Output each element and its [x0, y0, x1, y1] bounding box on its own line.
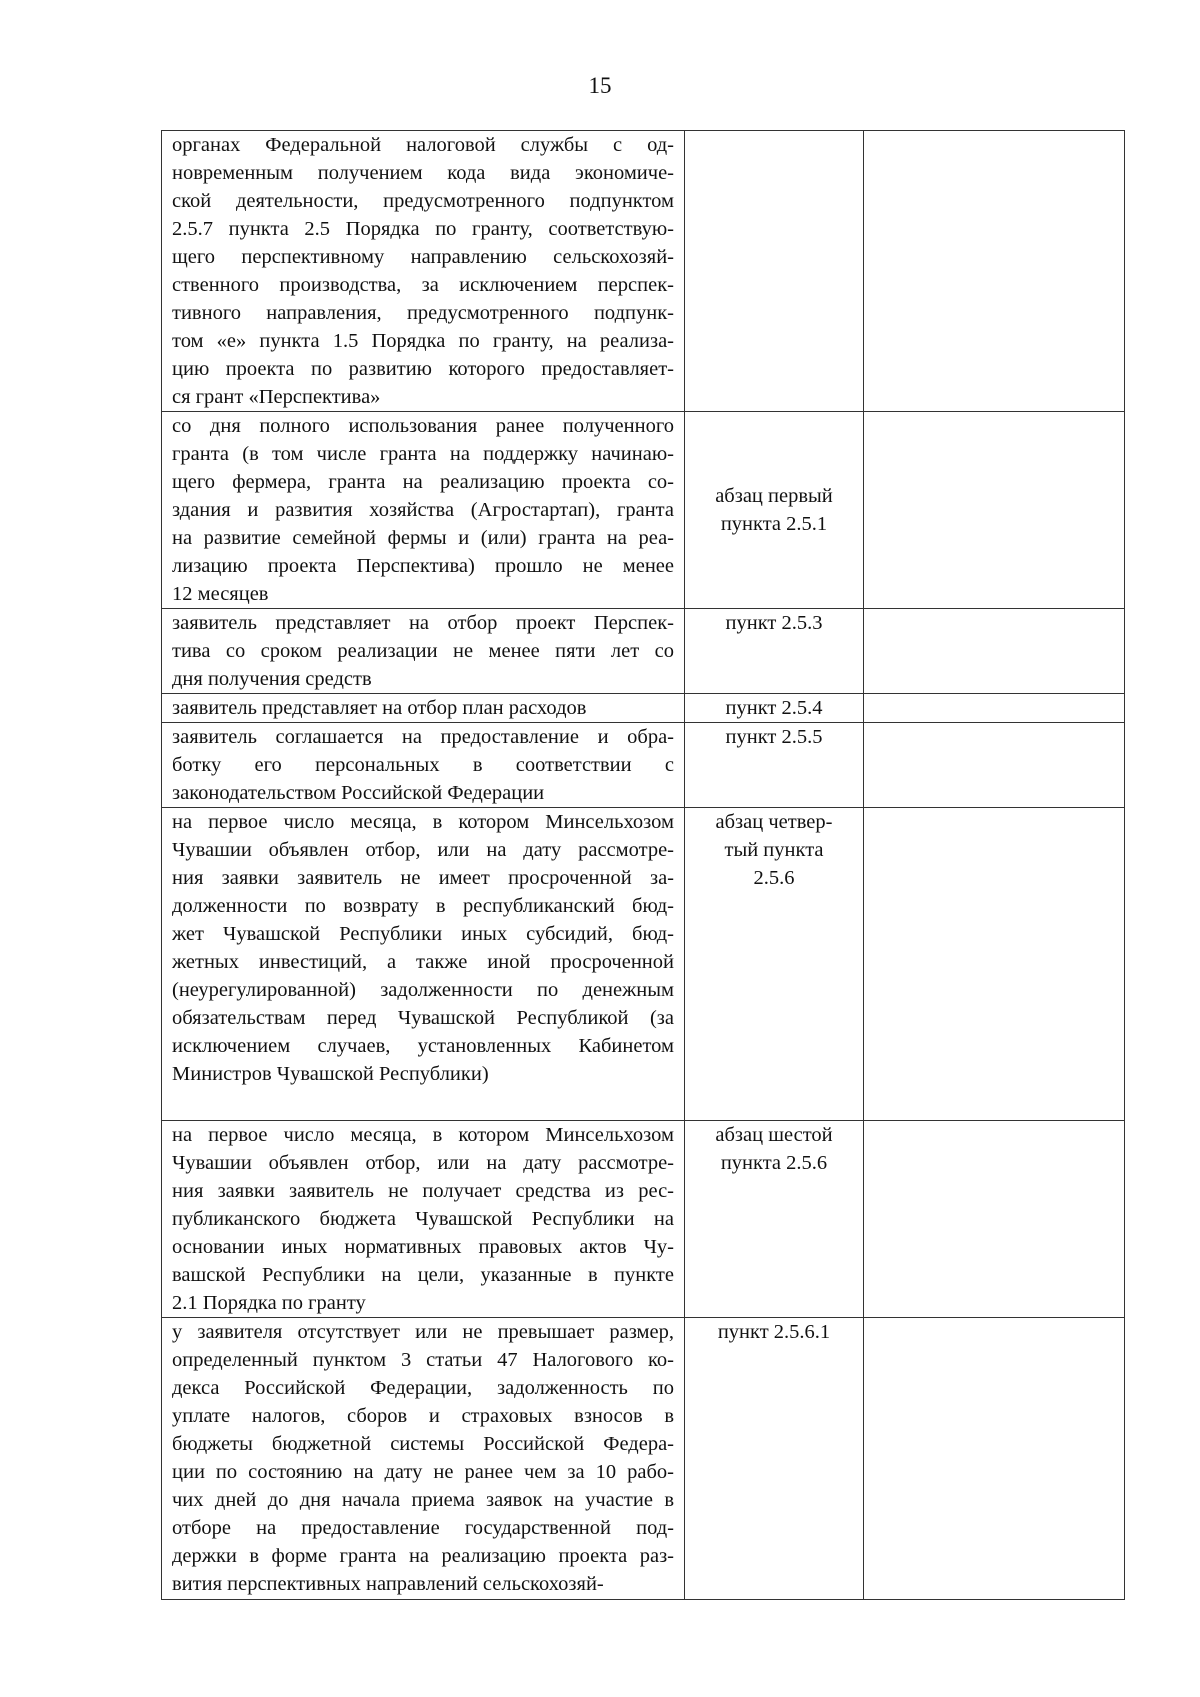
table-row [162, 723, 1125, 808]
reference-line: 2.5.6 [753, 867, 795, 889]
requirement-line: (неурегулированной) задолженности по денежным [172, 979, 674, 1001]
table-row [162, 609, 1125, 694]
reference-cell [685, 412, 864, 609]
requirement-line: том «е» пункта 1.5 Порядка по гранту, на реализа- [172, 330, 674, 352]
table-row [162, 131, 1125, 412]
requirement-line: ции по состоянию на дату не ранее чем за 10 рабо- [172, 1461, 674, 1483]
requirement-line: дня получения средств [172, 668, 372, 690]
requirement-line: со дня полного использования ранее полученного [172, 415, 674, 437]
requirement-cell [162, 609, 685, 694]
requirements-table [161, 130, 1125, 1600]
requirement-line: заявитель представляет на отбор проект Перспек- [172, 612, 674, 634]
reference-cell [685, 131, 864, 412]
requirement-line: жетных инвестиций, а также иной просроченной [172, 951, 674, 973]
mark-cell [864, 609, 1125, 694]
requirement-line: отборе на предоставление государственной под- [172, 1517, 674, 1539]
mark-cell [864, 723, 1125, 808]
reference-line: пункт 2.5.3 [725, 612, 823, 634]
requirement-line: 2.1 Порядка по гранту [172, 1292, 366, 1314]
requirement-line: исключением случаев, установленных Кабинетом [172, 1035, 674, 1057]
reference-line: абзац первый [715, 485, 833, 507]
requirement-line: гранта (в том числе гранта на поддержку начинаю- [172, 443, 674, 465]
requirement-line: законодательством Российской Федерации [172, 782, 545, 804]
requirement-line: ственного производства, за исключением перспек- [172, 274, 674, 296]
requirement-line: органах Федеральной налоговой службы с од- [172, 134, 674, 156]
reference-cell [685, 808, 864, 1121]
page-number: 15 [588, 73, 612, 98]
reference-line: пункт 2.5.4 [725, 697, 823, 719]
requirement-line: лизацию проекта Перспектива) прошло не менее [172, 555, 674, 577]
requirement-line: на первое число месяца, в котором Минсельхозом [172, 1124, 674, 1146]
requirement-cell [162, 808, 685, 1121]
table-row [162, 1121, 1125, 1318]
requirement-line: вития перспективных направлений сельскохозяй- [172, 1573, 604, 1595]
reference-line: абзац четвер- [715, 811, 833, 833]
requirement-line: обязательствам перед Чувашской Республикой (за [172, 1007, 674, 1029]
requirement-line: публиканского бюджета Чувашской Республики на [172, 1208, 674, 1230]
requirement-line: на развитие семейной фермы и (или) гранта на реа- [172, 527, 674, 549]
requirement-line: ботку его персональных в соответствии с [172, 754, 674, 776]
table-row [162, 694, 1125, 723]
requirement-line: основании иных нормативных правовых актов Чу- [172, 1236, 674, 1258]
mark-cell [864, 694, 1125, 723]
requirement-line: Министров Чувашской Республики) [172, 1063, 489, 1085]
requirement-cell [162, 412, 685, 609]
requirement-line: бюджеты бюджетной системы Российской Федера- [172, 1433, 674, 1455]
requirement-line: заявитель представляет на отбор план расходов [172, 697, 587, 719]
requirement-line: вашской Республики на цели, указанные в пункте [172, 1264, 674, 1286]
table-row [162, 412, 1125, 609]
requirement-line: определенный пунктом 3 статьи 47 Налогового ко- [172, 1349, 674, 1371]
reference-line: пункт 2.5.6.1 [717, 1321, 831, 1343]
requirement-line: щего перспективному направлению сельскохозяй- [172, 246, 674, 268]
reference-line: тый пункта [724, 839, 824, 861]
mark-cell [864, 412, 1125, 609]
reference-line: пункта 2.5.6 [720, 1152, 828, 1174]
requirement-line: цию проекта по развитию которого предоставляет- [172, 358, 674, 380]
mark-cell [864, 131, 1125, 412]
reference-cell [685, 1318, 864, 1600]
requirement-line: ния заявки заявитель не имеет просроченной за- [172, 867, 674, 889]
requirement-cell [162, 1318, 685, 1600]
mark-cell [864, 1318, 1125, 1600]
requirement-line: 12 месяцев [172, 583, 269, 605]
requirement-line: ния заявки заявитель не получает средства из рес- [172, 1180, 674, 1202]
requirement-line: уплате налогов, сборов и страховых взносов в [172, 1405, 674, 1427]
reference-cell [685, 694, 864, 723]
requirement-cell [162, 1121, 685, 1318]
requirement-line: новременным получением кода вида экономиче- [172, 162, 674, 184]
requirement-line: 2.5.7 пункта 2.5 Порядка по гранту, соответствую- [172, 218, 674, 240]
requirement-cell [162, 723, 685, 808]
requirement-line: щего фермера, гранта на реализацию проекта со- [172, 471, 674, 493]
requirement-line: Чувашии объявлен отбор, или на дату рассмотре- [172, 839, 674, 861]
requirement-line: у заявителя отсутствует или не превышает размер, [172, 1321, 674, 1343]
requirement-line: жет Чувашской Республики иных субсидий, бюд- [172, 923, 674, 945]
requirement-cell [162, 131, 685, 412]
requirement-line: на первое число месяца, в котором Минсельхозом [172, 811, 674, 833]
mark-cell [864, 808, 1125, 1121]
requirement-line: тива со сроком реализации не менее пяти лет со [172, 640, 674, 662]
requirement-line: ся грант «Перспектива» [172, 386, 381, 408]
reference-line: пункт 2.5.5 [725, 726, 823, 748]
requirement-line: заявитель соглашается на предоставление и обра- [172, 726, 674, 748]
requirement-line: ской деятельности, предусмотренного подпунктом [172, 190, 674, 212]
reference-cell [685, 1121, 864, 1318]
reference-cell [685, 723, 864, 808]
requirement-cell [162, 694, 685, 723]
requirement-line: декса Российской Федерации, задолженность по [172, 1377, 674, 1399]
table-row [162, 808, 1125, 1121]
requirement-line: долженности по возврату в республиканский бюд- [172, 895, 674, 917]
requirement-line: здания и развития хозяйства (Агростартап), гранта [172, 499, 674, 521]
table-row [162, 1318, 1125, 1600]
requirement-line: чих дней до дня начала приема заявок на участие в [172, 1489, 674, 1511]
reference-cell [685, 609, 864, 694]
requirement-line: тивного направления, предусмотренного подпунк- [172, 302, 674, 324]
reference-line: абзац шестой [715, 1124, 833, 1146]
requirement-line: Чувашии объявлен отбор, или на дату рассмотре- [172, 1152, 674, 1174]
requirement-line: держки в форме гранта на реализацию проекта раз- [172, 1545, 674, 1567]
reference-line: пункта 2.5.1 [720, 513, 828, 535]
mark-cell [864, 1121, 1125, 1318]
